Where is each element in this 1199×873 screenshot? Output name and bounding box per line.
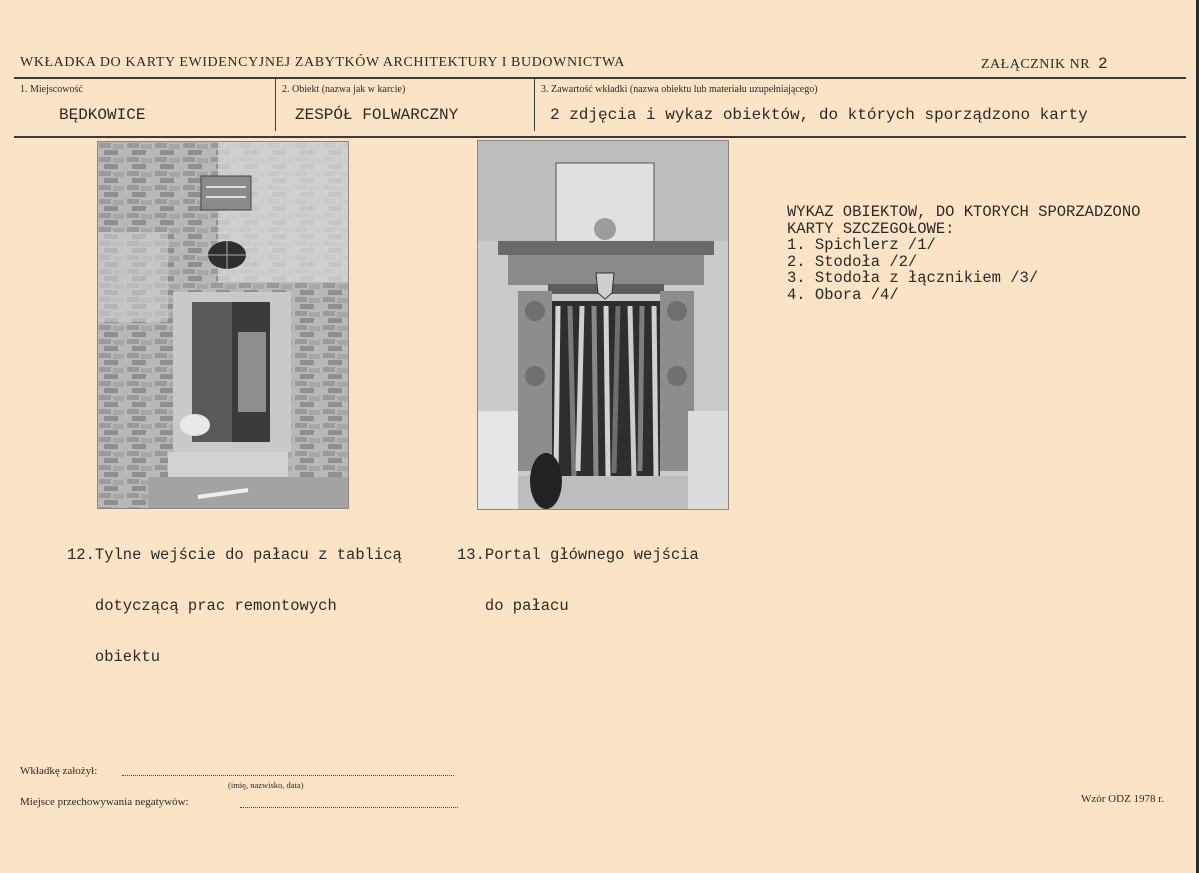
annex-text: ZAŁĄCZNIK NR bbox=[981, 57, 1091, 72]
objects-list-heading: KARTY SZCZEGOŁOWE: bbox=[787, 219, 955, 238]
list-item: 1. Spichlerz /1/ bbox=[787, 236, 936, 254]
card-title: WKŁADKA DO KARTY EWIDENCYJNEJ ZABYTKÓW ARCHITEKTURY I BUDOWNICTWA bbox=[20, 55, 625, 70]
content-value: 2 zdjęcia i wykaz obiektów, do których sporządzono karty bbox=[550, 106, 1088, 124]
object-label: 2. Obiekt (nazwa jak w karcie) bbox=[282, 84, 406, 95]
column-divider bbox=[275, 79, 276, 131]
caption-line: obiektu bbox=[67, 648, 161, 666]
created-by-label: Wkładkę założył: bbox=[20, 765, 98, 777]
caption-line: do pałacu bbox=[457, 597, 569, 615]
created-by-line bbox=[122, 774, 454, 776]
objects-list-heading: WYKAZ OBIEKTOW, DO KTORYCH SPORZADZONO bbox=[787, 203, 1141, 221]
list-item: 4. Obora /4/ bbox=[787, 285, 899, 304]
annex-number: 2 bbox=[1098, 55, 1109, 73]
locality-value: BĘDKOWICE bbox=[59, 106, 146, 124]
objects-list bbox=[787, 204, 1140, 303]
header-bottom-rule bbox=[14, 136, 1186, 138]
photo-main-portal bbox=[477, 140, 729, 510]
negatives-line bbox=[240, 806, 458, 808]
photo-caption-12 bbox=[67, 513, 402, 700]
main-portal-image bbox=[478, 141, 728, 509]
locality-label: 1. Miejscowość bbox=[20, 84, 83, 95]
list-item: 3. Stodoła z łącznikiem /3/ bbox=[787, 269, 1039, 287]
template-label: Wzór ODZ 1978 r. bbox=[1081, 793, 1165, 805]
annex-label bbox=[981, 55, 1108, 73]
content-label: 3. Zawartość wkładki (nazwa obiektu lub materiału uzupełniającego) bbox=[541, 84, 818, 95]
photo-caption-13 bbox=[457, 513, 699, 649]
column-divider bbox=[534, 79, 535, 131]
caption-line: dotyczącą prac remontowych bbox=[67, 597, 337, 615]
header-top-rule bbox=[14, 77, 1186, 79]
created-by-hint: (imię, nazwisko, data) bbox=[228, 780, 304, 790]
rear-entrance-image bbox=[98, 142, 348, 508]
list-item: 2. Stodoła /2/ bbox=[787, 252, 918, 271]
photo-rear-entrance bbox=[97, 141, 349, 509]
caption-line: 13.Portal głównego wejścia bbox=[457, 546, 699, 564]
caption-line: 12.Tylne wejście do pałacu z tablicą bbox=[67, 546, 402, 564]
object-value: ZESPÓŁ FOLWARCZNY bbox=[295, 106, 459, 124]
negatives-label: Miejsce przechowywania negatywów: bbox=[20, 796, 189, 808]
